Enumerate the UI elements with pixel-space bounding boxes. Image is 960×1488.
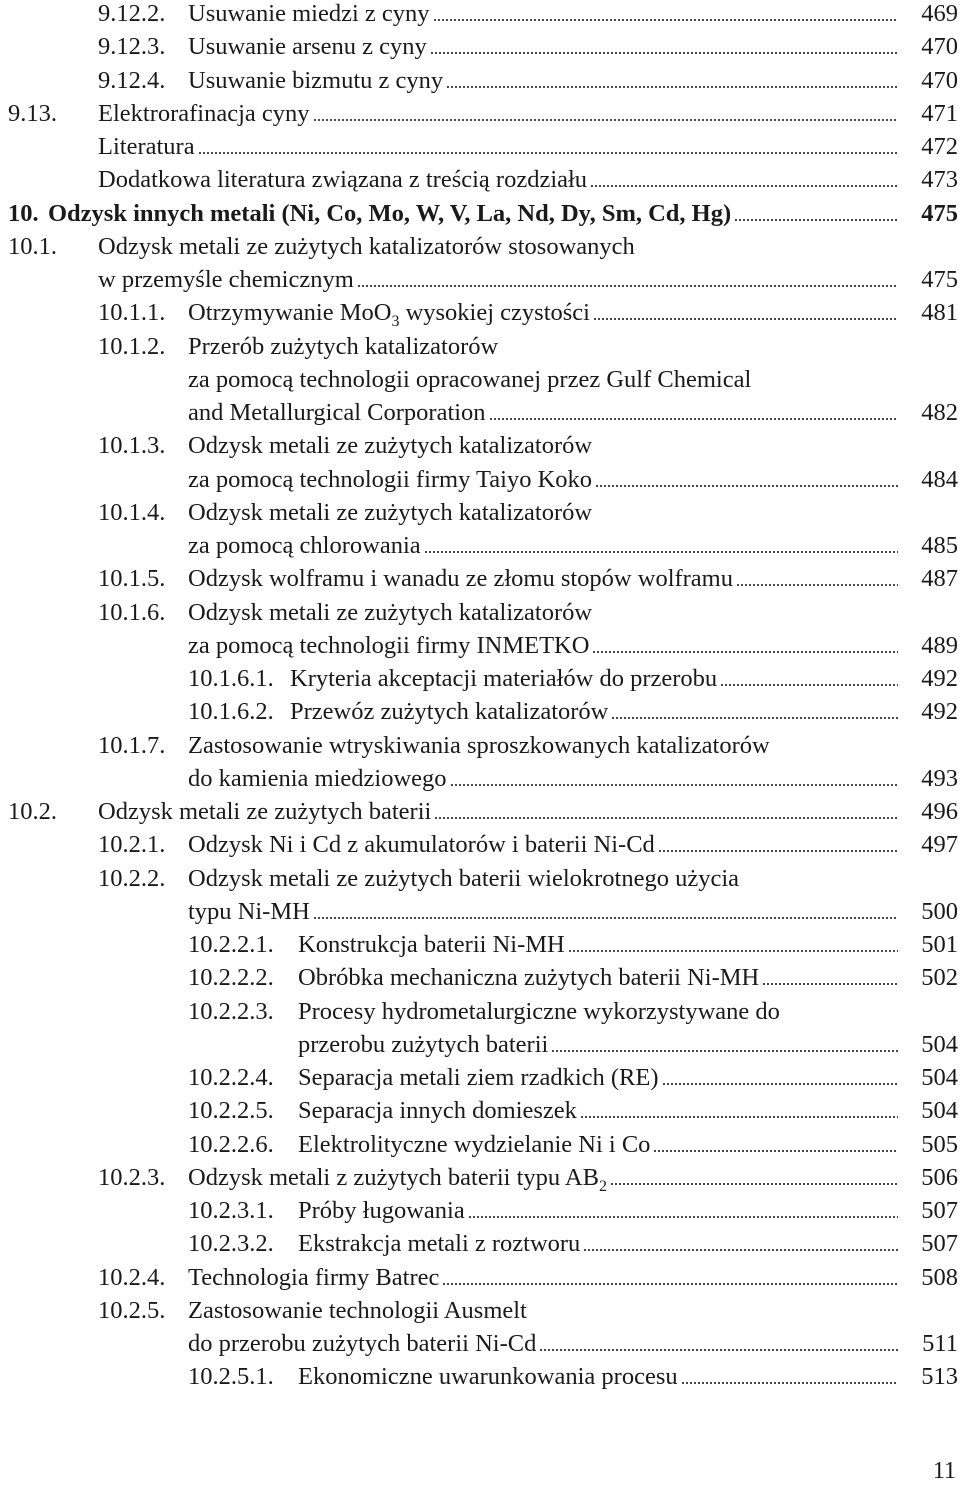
- toc-entry: [0, 729, 960, 762]
- toc-entry-title: [188, 529, 421, 562]
- toc-entry-title: [188, 30, 427, 63]
- toc-entry-page: 501: [921, 931, 958, 958]
- toc-entry: [0, 562, 960, 595]
- toc-entry: [0, 0, 960, 30]
- toc-entry: [0, 1061, 960, 1094]
- toc-entry: [0, 64, 960, 97]
- dot-leader: [539, 1349, 898, 1351]
- dot-leader: [662, 1083, 898, 1085]
- toc-entry-number: 9.12.3.: [98, 33, 166, 61]
- dot-leader: [736, 584, 898, 586]
- toc-entry-page: 502: [921, 964, 958, 992]
- toc-entry: [0, 862, 960, 895]
- toc-entry-number: 10.2.3.: [98, 1163, 166, 1191]
- toc-entry-title: [188, 862, 739, 895]
- toc-entry-title-text: przerobu zużytych baterii: [298, 1030, 549, 1058]
- toc-entry-page: 497: [921, 831, 958, 859]
- toc-entry-page: 472: [921, 133, 958, 160]
- dot-leader: [357, 285, 898, 287]
- toc-entry-title: [188, 64, 443, 97]
- toc-entry-title-text: Odzysk metali ze zużytych katalizatorów: [188, 498, 593, 526]
- dot-leader: [580, 1116, 898, 1118]
- toc-entry-number: 10.1.1.: [98, 299, 166, 327]
- toc-entry: [0, 795, 960, 828]
- dot-leader: [568, 950, 898, 952]
- toc-entry-title-text: za pomocą technologii opracowanej przez Gulf Chemical: [188, 365, 752, 393]
- toc-entry: [0, 695, 960, 728]
- dot-leader: [198, 152, 898, 154]
- toc-entry-title-text: Przewóz zużytych katalizatorów: [290, 698, 609, 726]
- toc-entry-title-text: Odzysk innych metali (Ni, Co, Mo, W, V, La, Nd, Dy, Sm, Cd, Hg): [48, 199, 732, 227]
- toc-entry-title: [188, 629, 589, 662]
- toc-entry: [0, 296, 960, 329]
- toc-entry-title: [188, 0, 430, 30]
- toc-entry-title-text: and Metallurgical Corporation: [188, 399, 486, 426]
- toc-entry-title: [188, 429, 592, 462]
- toc-entry-page: 471: [921, 99, 958, 127]
- toc-entry-number: 10.1.7.: [98, 731, 166, 759]
- toc-entry-page: 506: [921, 1163, 958, 1191]
- toc-entry-title: [298, 961, 759, 994]
- toc-entry: [0, 1327, 960, 1360]
- toc-entry-number: 9.12.2.: [98, 0, 166, 27]
- toc-entry-title-text: Dodatkowa literatura związana z treścią rozdziału: [98, 166, 588, 194]
- toc-entry-title-text: za pomocą chlorowania: [188, 532, 421, 559]
- toc-entry-title-text: Odzysk metali ze zużytych katalizatorów stosowanych: [98, 232, 635, 260]
- toc-entry: [0, 496, 960, 529]
- toc-entry-title-text: Zastosowanie technologii Ausmelt: [188, 1296, 527, 1324]
- dot-leader: [583, 1249, 898, 1251]
- toc-entry: [0, 995, 960, 1028]
- dot-leader: [590, 185, 898, 187]
- toc-entry: [0, 928, 960, 961]
- toc-entry: [0, 130, 960, 163]
- toc-entry: [0, 895, 960, 928]
- toc-entry-title: [98, 163, 587, 196]
- toc-entry-title-text: Separacja metali ziem rzadkich (RE): [298, 1064, 659, 1091]
- toc-entry-subscript: 3: [391, 313, 400, 331]
- dot-leader: [593, 318, 898, 320]
- toc-entry-page: 482: [921, 399, 958, 426]
- toc-entry-title: [188, 596, 592, 629]
- toc-entry: [0, 396, 960, 429]
- toc-entry-title: [188, 828, 655, 861]
- toc-entry: [0, 1261, 960, 1294]
- toc-entry-page: 484: [921, 465, 958, 493]
- toc-entry-title-text: Separacja innych domieszek: [298, 1097, 577, 1125]
- toc-entry-title-text: Konstrukcja baterii Ni-MH: [298, 931, 565, 958]
- toc-entry: [0, 263, 960, 296]
- toc-entry-title-text: Odzysk metali z zużytych baterii typu AB: [188, 1163, 599, 1191]
- toc-entry-title: [188, 895, 310, 928]
- toc-entry-page: 507: [921, 1230, 958, 1258]
- toc-entry: [0, 629, 960, 662]
- dot-leader: [653, 1150, 898, 1152]
- toc-entry: [0, 1161, 960, 1194]
- dot-leader: [611, 717, 898, 719]
- toc-entry-number: 10.2.3.1.: [188, 1197, 274, 1224]
- toc-entry-number: 10.2.4.: [98, 1263, 166, 1291]
- toc-entry-page: 496: [921, 798, 958, 825]
- toc-entry-title-text: Elektrolityczne wydzielanie Ni i Co: [298, 1130, 651, 1158]
- toc-entry: [0, 662, 960, 695]
- toc-entry: [0, 596, 960, 629]
- toc-entry-number: 10.2.: [8, 798, 57, 825]
- toc-entry-title-text: Ekonomiczne uwarunkowania procesu: [298, 1363, 678, 1391]
- toc-entry-page: 507: [921, 1197, 958, 1224]
- dot-leader: [595, 485, 898, 487]
- toc-entry-title: [188, 1327, 536, 1360]
- toc-entry-title-text: Usuwanie miedzi z cyny: [188, 0, 430, 27]
- toc-entry-title-text: Odzysk metali ze zużytych baterii: [98, 798, 432, 825]
- dot-leader: [446, 86, 898, 88]
- toc-entry-number: 9.13.: [8, 99, 57, 127]
- toc-entry-page: 489: [921, 631, 958, 659]
- toc-entry-title: [188, 363, 751, 396]
- toc-entry: [0, 529, 960, 562]
- toc-entry-title-text: wysokiej czystości: [399, 299, 590, 327]
- toc-entry: [0, 429, 960, 462]
- dot-leader: [442, 1283, 898, 1285]
- toc-entry-title: [188, 762, 447, 795]
- dot-leader: [762, 983, 898, 985]
- toc-entry-number: 10.2.3.2.: [188, 1230, 274, 1258]
- toc-entry-title: [298, 1128, 650, 1161]
- toc-entry-number: 10.2.5.1.: [188, 1363, 274, 1391]
- toc-entry: [0, 30, 960, 63]
- toc-entry-page: 511: [922, 1330, 958, 1357]
- dot-leader: [434, 817, 898, 819]
- toc-entry-title: [188, 1261, 439, 1294]
- toc-entry-title: [188, 496, 592, 529]
- toc-entry-title-text: Technologia firmy Batrec: [188, 1263, 440, 1291]
- toc-entry-number: 10.2.2.4.: [188, 1064, 274, 1091]
- toc-entry-title-text: Usuwanie bizmutu z cyny: [188, 66, 444, 94]
- toc-entry: [0, 230, 960, 263]
- dot-leader: [433, 19, 898, 21]
- toc-entry-number: 10.1.4.: [98, 498, 166, 526]
- toc-entry: [0, 1194, 960, 1227]
- toc-entry-title-text: Obróbka mechaniczna zużytych baterii Ni-MH: [298, 964, 760, 992]
- toc-entry: [0, 1094, 960, 1127]
- toc-entry-title-text: Kryteria akceptacji materiałów do przerobu: [290, 665, 718, 692]
- toc-entry-number: 10.1.6.: [98, 598, 166, 626]
- page-number: 11: [932, 1458, 956, 1484]
- toc-entry-title-text: do kamienia miedziowego: [188, 764, 447, 792]
- toc-entry-number: 10.1.5.: [98, 565, 166, 593]
- dot-leader: [658, 850, 898, 852]
- toc-entry-title-text: Odzysk metali ze zużytych katalizatorów: [188, 598, 593, 626]
- toc-entry-page: 470: [921, 33, 958, 61]
- dot-leader: [720, 684, 898, 686]
- toc-entry-title-text: za pomocą technologii firmy Taiyo Koko: [188, 465, 593, 493]
- toc-entry-page: 481: [921, 299, 958, 327]
- toc-entry-title-text: Elektrorafinacja cyny: [98, 99, 310, 127]
- toc-entry-page: 504: [921, 1030, 958, 1058]
- toc-entry-page: 504: [921, 1097, 958, 1125]
- toc-entry-title: [290, 662, 717, 695]
- toc-entry-number: 10.2.2.2.: [188, 964, 274, 992]
- toc-entry-title: [298, 1194, 465, 1227]
- toc-entry-page: 493: [921, 764, 958, 792]
- toc-entry: [0, 363, 960, 396]
- toc-entry: [0, 1028, 960, 1061]
- toc-entry-number: 10.1.: [8, 232, 57, 260]
- toc-entry-title-text: Ekstrakcja metali z roztworu: [298, 1230, 581, 1258]
- toc-entry-title: [98, 130, 195, 163]
- toc-entry: [0, 197, 960, 230]
- dot-leader: [430, 52, 898, 54]
- toc-entry-title: [188, 463, 592, 496]
- toc-entry-title-text: Odzysk metali ze zużytych baterii wielokrotnego użycia: [188, 864, 740, 892]
- toc-entry: [0, 97, 960, 130]
- toc-entry-title: [188, 729, 770, 762]
- toc-entry-title: [290, 695, 608, 728]
- toc-entry-title: [298, 995, 780, 1028]
- toc-entry-title: [98, 795, 431, 828]
- toc-entry-number: 10.2.2.6.: [188, 1130, 274, 1158]
- toc-entry-title: [298, 928, 565, 961]
- dot-leader: [450, 784, 898, 786]
- toc-entry: [0, 463, 960, 496]
- toc-entry-number: 10.1.3.: [98, 432, 166, 460]
- toc-entry-number: 10.2.1.: [98, 831, 166, 859]
- toc-entry: [0, 1227, 960, 1260]
- toc-entry-page: 475: [921, 266, 958, 293]
- toc-entry-number: 10.2.2.: [98, 864, 166, 892]
- toc-entry-title: [188, 562, 733, 595]
- toc-entry-number: 10.2.2.1.: [188, 931, 274, 958]
- toc-entry-number: 10.1.6.2.: [188, 698, 274, 726]
- toc-entry-number: 10.: [8, 199, 39, 227]
- toc-entry: [0, 1360, 960, 1393]
- toc-entry-title: [98, 230, 635, 263]
- dot-leader: [592, 651, 898, 653]
- toc-entry-page: 492: [921, 698, 958, 726]
- toc-entry-page: 473: [921, 166, 958, 194]
- toc-entry-number: 10.2.5.: [98, 1296, 166, 1324]
- dot-leader: [489, 418, 898, 420]
- toc-entry-page: 504: [921, 1064, 958, 1091]
- toc-entry: [0, 1294, 960, 1327]
- toc-entry-title-text: do przerobu zużytych baterii Ni-Cd: [188, 1330, 537, 1357]
- toc-entry-title-text: za pomocą technologii firmy INMETKO: [188, 631, 590, 659]
- toc-entry: [0, 1128, 960, 1161]
- toc-entry: [0, 330, 960, 363]
- toc-entry-title: [298, 1028, 548, 1061]
- dot-leader: [313, 917, 898, 919]
- dot-leader: [313, 119, 898, 121]
- toc-entry-title: [98, 97, 310, 130]
- toc-entry-title-text: Literatura: [98, 133, 195, 160]
- toc-entry-page: 513: [921, 1363, 958, 1391]
- toc-entry-number: 10.2.2.5.: [188, 1097, 274, 1125]
- toc-entry-title-text: Próby ługowania: [298, 1197, 465, 1224]
- toc-entry: [0, 163, 960, 196]
- toc-entry-subscript: 2: [598, 1177, 607, 1195]
- toc-entry-title-text: Zastosowanie wtryskiwania sproszkowanych katalizatorów: [188, 731, 770, 759]
- toc-entry-page: 470: [921, 66, 958, 94]
- toc-entry-title-text: Otrzymywanie MoO: [188, 299, 392, 327]
- dot-leader: [551, 1050, 898, 1052]
- toc-entry-title: [298, 1360, 678, 1393]
- toc-entry-number: 10.1.6.1.: [188, 665, 274, 692]
- toc-entry-title: [48, 197, 731, 230]
- toc-entry-page: 469: [921, 0, 958, 27]
- dot-leader: [734, 219, 898, 221]
- toc-entry-title-text: Odzysk wolframu i wanadu ze złomu stopów wolframu: [188, 565, 733, 593]
- toc-entry-title: [188, 396, 486, 429]
- toc-entry-title-text: Usuwanie arsenu z cyny: [188, 33, 427, 61]
- toc-entry-title-text: Odzysk metali ze zużytych katalizatorów: [188, 432, 593, 460]
- toc-entry-title: [298, 1061, 659, 1094]
- toc-entry: [0, 961, 960, 994]
- dot-leader: [424, 551, 898, 553]
- toc-entry-title-text: Przerób zużytych katalizatorów: [188, 332, 499, 360]
- toc-entry: [0, 762, 960, 795]
- toc-entry-page: 492: [921, 665, 958, 692]
- toc-entry-title: [298, 1094, 577, 1127]
- toc-entry-number: 10.2.2.3.: [188, 997, 274, 1025]
- toc-entry-title: [298, 1227, 580, 1260]
- toc-entry-page: 508: [921, 1263, 958, 1291]
- toc-entry-title: [188, 330, 498, 363]
- toc-entry-title-text: w przemyśle chemicznym: [98, 266, 354, 293]
- toc-entry-page: 500: [921, 897, 958, 925]
- toc-entry-page: 475: [921, 199, 958, 227]
- toc-entry-title: [98, 263, 354, 296]
- dot-leader: [610, 1183, 898, 1185]
- toc-entry-page: 505: [921, 1130, 958, 1158]
- toc-entry: [0, 828, 960, 861]
- dot-leader: [468, 1216, 898, 1218]
- toc-entry-title-text: typu Ni-MH: [188, 897, 310, 925]
- toc-entry-title-text: Odzysk Ni i Cd z akumulatorów i baterii Ni-Cd: [188, 831, 655, 859]
- toc-entry-page: 487: [921, 565, 958, 593]
- toc-entry-title: [188, 1294, 527, 1327]
- toc-entry-page: 485: [921, 532, 958, 559]
- toc-entry-number: 10.1.2.: [98, 332, 166, 360]
- toc-entry-number: 9.12.4.: [98, 66, 166, 94]
- dot-leader: [681, 1382, 898, 1384]
- toc-entry-title-text: Procesy hydrometalurgiczne wykorzystywane do: [298, 997, 780, 1025]
